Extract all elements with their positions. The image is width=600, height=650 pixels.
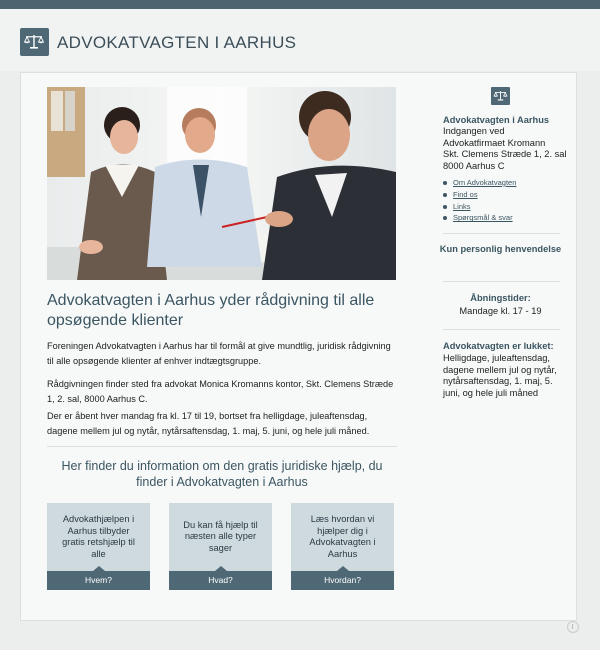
address-line: Skt. Clemens Stræde 1, 2. sal <box>443 149 567 159</box>
sidebar-link-faq[interactable] <box>443 212 516 224</box>
closed-text: Helligdage, juleaftensdag, dagene mellem jul og nytår, nytårsaftensdag, 1. maj, 5. juni, og hele juli måned <box>443 353 557 398</box>
link-label[interactable]: Spørgsmål & svar <box>453 213 513 223</box>
page-headline: Advokatvagten i Aarhus yder rådgivning til alle opsøgende klienter <box>47 292 375 329</box>
info-heading: Her finder du information om den gratis juridiske hjælp, du finder i Advokatvagten i Aarhus <box>61 459 383 489</box>
location-paragraph: Rådgivningen finder sted fra advokat Monica Kromanns kontor, Skt. Clemens Stræde 1, 2. sal, 8000 Aarhus C. <box>47 379 394 404</box>
button-label: Hvordan? <box>324 575 361 585</box>
main-content <box>20 72 424 621</box>
card-text-box <box>169 503 272 571</box>
who-button[interactable] <box>47 571 150 590</box>
info-icon[interactable] <box>567 621 579 633</box>
info-card-who[interactable] <box>47 503 150 590</box>
bullet-icon <box>443 181 447 185</box>
bullet-icon <box>443 216 447 220</box>
personal-notice: Kun personlig henvendelse <box>439 244 562 254</box>
how-button[interactable] <box>291 571 394 590</box>
link-label[interactable]: Find os <box>453 189 478 199</box>
sidebar-link-about[interactable] <box>443 177 516 189</box>
top-bar <box>0 0 600 9</box>
org-name: Advokatvagten i Aarhus <box>443 115 550 125</box>
hours-paragraph: Der er åbent hver mandag fra kl. 17 til 19, bortset fra helligdage, juleaftensdag, dagene mellem jul og nytår, nytårsaftensdag, 1. maj, 5. juni, og hele juli måned. <box>47 411 370 436</box>
hours-title: Åbningstider: <box>470 293 531 303</box>
intro-paragraph: Foreningen Advokatvagten i Aarhus har til formål at give mundtlig, juridisk rådgivning til alle opsøgende klienter af enhver indtægtsgruppe. <box>47 341 391 366</box>
scales-of-justice-icon <box>23 32 45 52</box>
sidebar-link-links[interactable] <box>443 201 516 213</box>
card-text: Advokathjælpen i Aarhus tilbyder gratis retshjælp til alle <box>62 514 135 559</box>
card-text-box <box>291 503 394 571</box>
card-text: Læs hvordan vi hjælper dig i Advokatvagten i Aarhus <box>309 514 376 559</box>
card-text-box <box>47 503 150 571</box>
lawyers-meeting-photo <box>47 87 396 280</box>
link-label[interactable]: Om Advokatvagten <box>453 178 517 187</box>
closed-title: Advokatvagten er lukket: <box>443 341 554 351</box>
logo[interactable] <box>20 28 49 56</box>
address <box>443 126 573 172</box>
notch <box>93 566 105 571</box>
info-card-what[interactable] <box>169 503 272 590</box>
scales-of-justice-icon <box>493 89 508 103</box>
sidebar-divider <box>443 329 560 330</box>
button-label: Hvem? <box>85 575 112 585</box>
bullet-icon <box>443 193 447 197</box>
hours-value: Mandage kl. 17 - 19 <box>459 306 542 316</box>
info-card-how[interactable] <box>291 503 394 590</box>
address-line: Advokatfirmaet Kromann <box>443 137 546 148</box>
sidebar-link-find-us[interactable] <box>443 189 516 201</box>
address-line: Indgangen ved <box>443 126 505 136</box>
address-line: 8000 Aarhus C <box>443 160 505 171</box>
link-label[interactable]: Links <box>453 201 471 211</box>
divider <box>47 446 397 447</box>
site-title[interactable]: ADVOKATVAGTEN I AARHUS <box>57 33 297 52</box>
sidebar <box>423 72 577 621</box>
notch <box>215 566 227 571</box>
bullet-icon <box>443 205 447 209</box>
notch <box>337 566 349 571</box>
card-text: Du kan få hjælp til næsten alle typer sager <box>183 519 258 553</box>
sidebar-logo <box>491 87 510 105</box>
button-label: Hvad? <box>208 575 233 585</box>
what-button[interactable] <box>169 571 272 590</box>
sidebar-divider <box>443 233 560 234</box>
sidebar-links <box>443 177 516 224</box>
sidebar-divider <box>443 281 560 282</box>
